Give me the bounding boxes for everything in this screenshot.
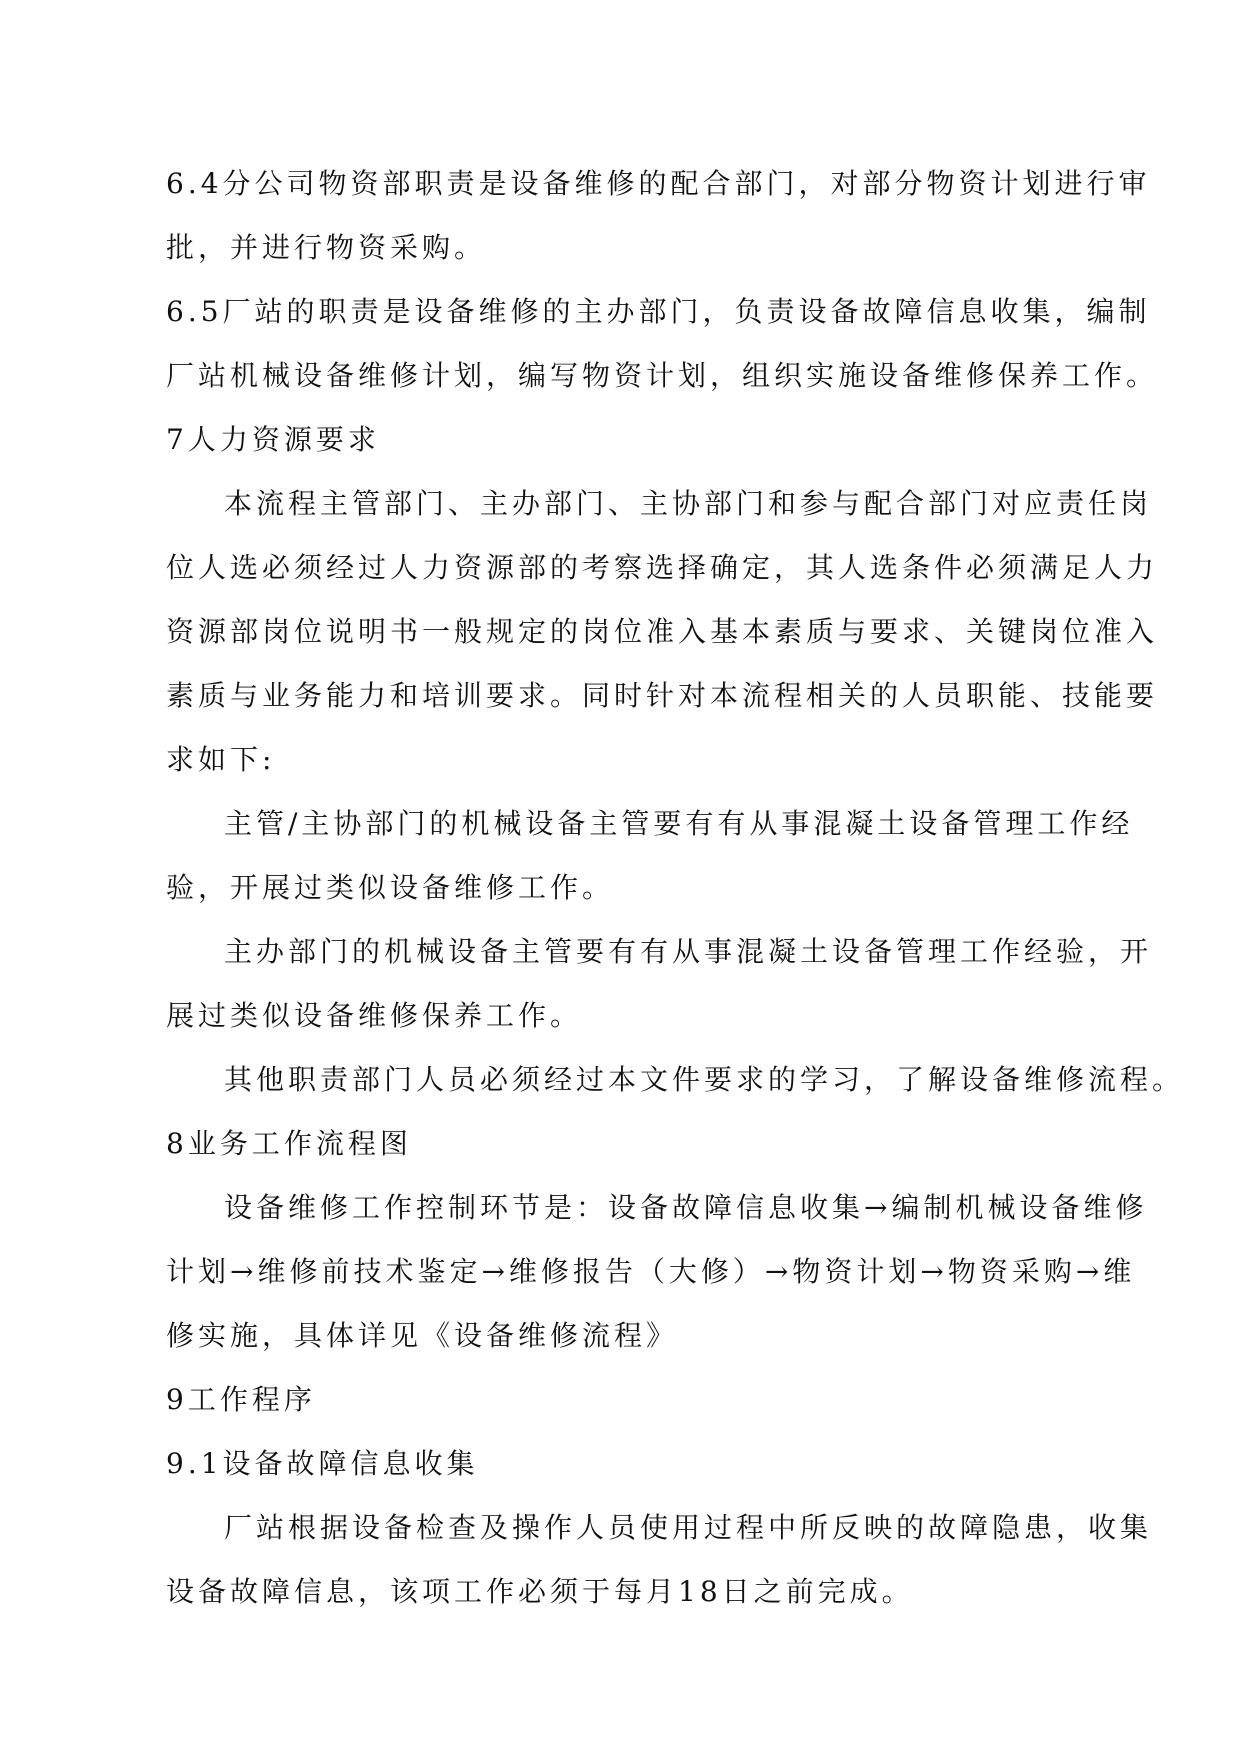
paragraph-line: 主办部门的机械设备主管要有有从事混凝土设备管理工作经验，开 [224,935,1153,968]
text-line-6-4: 6.4分公司物资部职责是设备维修的配合部门，对部分物资计划进行审 [166,167,1151,200]
paragraph-line: 计划→维修前技术鉴定→维修报告（大修）→物资计划→物资采购→维 [166,1255,1136,1288]
paragraph-line: 资源部岗位说明书一般规定的岗位准入基本素质与要求、关键岗位准入 [166,615,1159,648]
paragraph-line: 验，开展过类似设备维修工作。 [166,871,615,904]
paragraph-line: 厂站根据设备检查及操作人员使用过程中所反映的故障隐患，收集 [224,1511,1153,1544]
paragraph-line: 求如下: [166,743,276,776]
paragraph-line: 位人选必须经过人力资源部的考察选择确定，其人选条件必须满足人力 [166,551,1159,584]
text-line-6-5: 6.5厂站的职责是设备维修的主办部门，负责设备故障信息收集，编制 [166,295,1151,328]
paragraph-line: 展过类似设备维修保养工作。 [166,999,583,1032]
section-heading-9: 9工作程序 [166,1383,316,1416]
paragraph-line: 素质与业务能力和培训要求。同时针对本流程相关的人员职能、技能要 [166,679,1159,712]
text-line-6-5-cont: 厂站机械设备维修计划，编写物资计划，组织实施设备维修保养工作。 [166,359,1159,392]
paragraph-line: 设备故障信息，该项工作必须于每月18日之前完成。 [166,1575,914,1608]
paragraph-line: 修实施，具体详见《设备维修流程》 [166,1319,679,1352]
section-heading-8: 8业务工作流程图 [166,1127,412,1160]
subsection-heading-9-1: 9.1设备故障信息收集 [166,1447,479,1480]
section-heading-7: 7人力资源要求 [166,423,380,456]
paragraph-line: 本流程主管部门、主办部门、主协部门和参与配合部门对应责任岗 [224,487,1153,520]
paragraph-line: 主管/主协部门的机械设备主管要有有从事混凝土设备管理工作经 [224,807,1134,840]
paragraph-line: 设备维修工作控制环节是：设备故障信息收集→编制机械设备维修 [224,1191,1148,1224]
text-line-6-4-cont: 批，并进行物资采购。 [166,231,487,264]
paragraph-line: 其他职责部门人员必须经过本文件要求的学习，了解设备维修流程。 [224,1063,1185,1096]
